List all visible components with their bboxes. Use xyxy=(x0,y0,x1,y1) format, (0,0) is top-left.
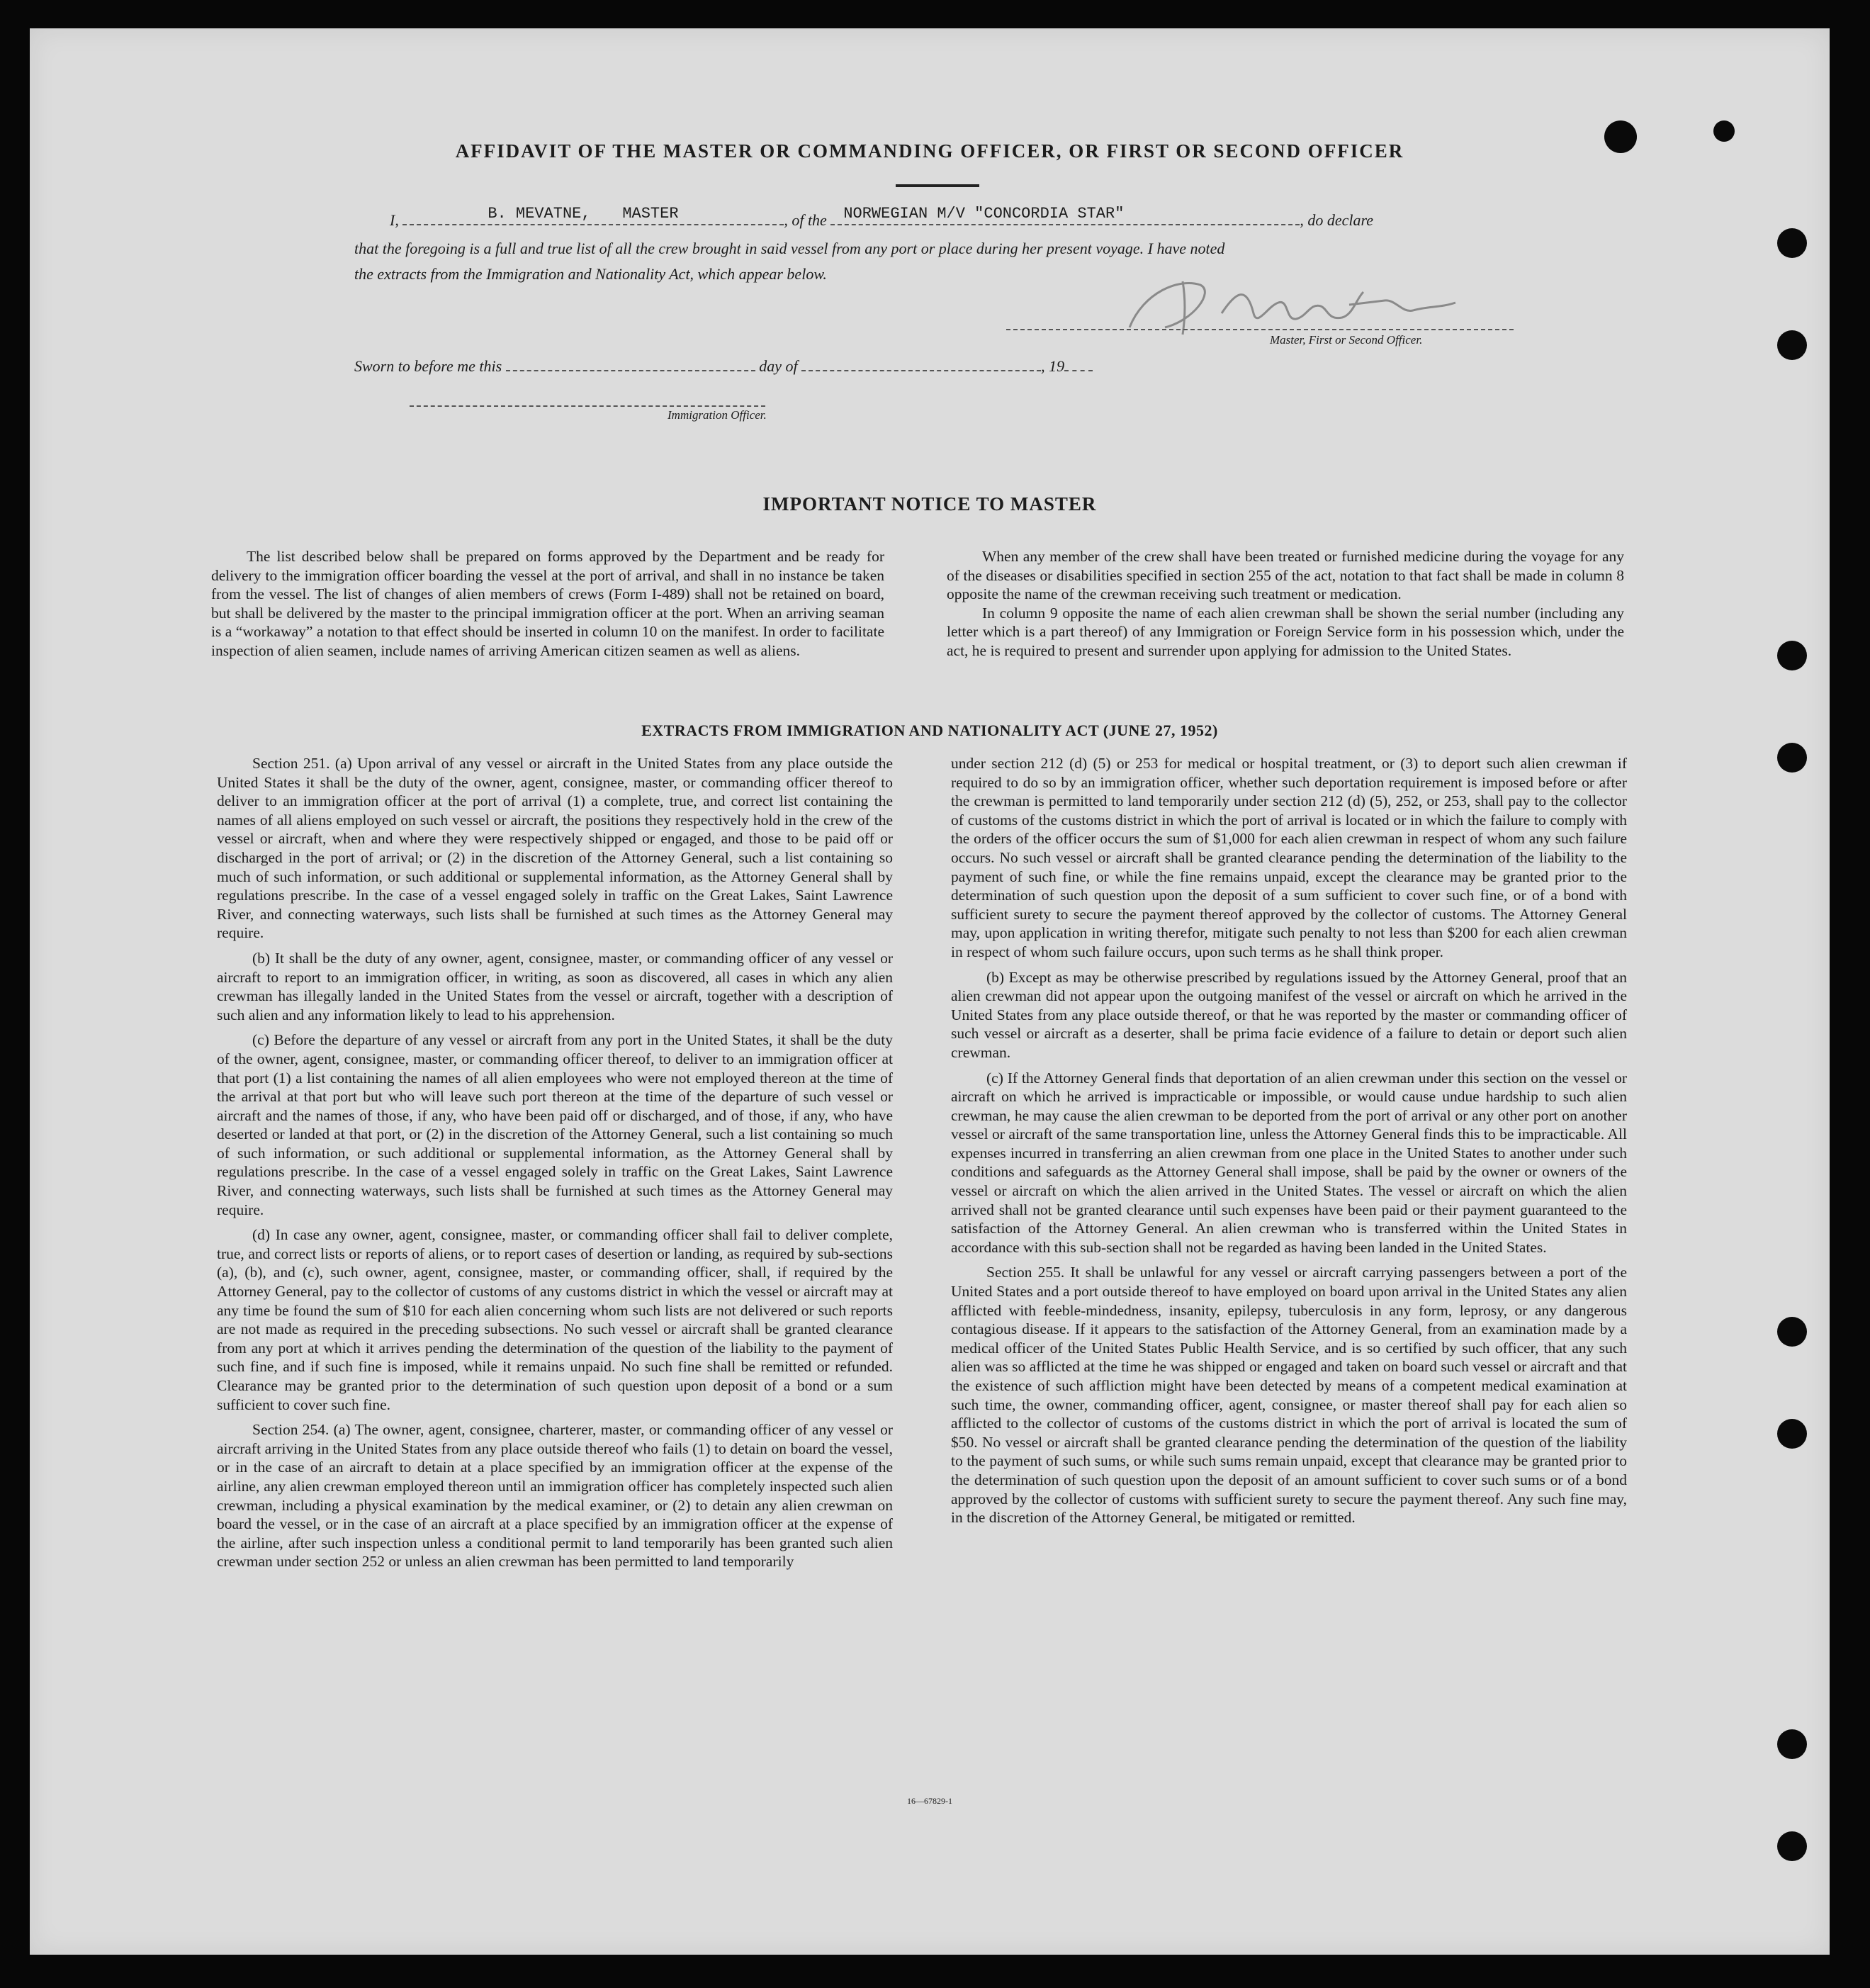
sworn-month-field xyxy=(801,356,1041,371)
extract-paragraph: Section 251. (a) Upon arrival of any vessel or aircraft in the United States from any place outside the United States it shall be the duty of the owner, agent, consignee, master, or commanding officer thereof to deliver to an immigration officer at the port of arrival (1) a complete, true, and correct list containing the names of all aliens employed on such vessel or aircraft, the positions they respectively hold in the crew of the vessel or aircraft, when and where they were respectively shipped or engaged, and those to be paid off or discharged in the port of arrival; or (2) in the discretion of the Attorney General, such a list containing so much of such information, or such additional or supplemental information, as the Attorney General shall by regulations prescribe. In the case of a vessel engaged solely in traffic on the Great Lakes, Saint Lawrence River, and connecting waterways, such lists shall be furnished at such times as the Attorney General may require. xyxy=(217,755,893,942)
declaration-first-line xyxy=(390,205,1373,230)
extracts-left-column xyxy=(217,754,893,1578)
master-rank-value: MASTER xyxy=(622,205,679,223)
extract-paragraph: (b) It shall be the duty of any owner, agent, consignee, master, or commanding officer of any vessel or aircraft to report to an immigration officer, in writing, as soon as discovered, all cases in which any alien crewman has illegally landed in the United States from the vessel or aircraft, together with a description of such alien and any information likely to lead to his apprehension. xyxy=(217,949,893,1023)
extracts-right-column xyxy=(951,754,1627,1534)
punch-hole xyxy=(1777,1419,1807,1449)
signature-line xyxy=(1006,329,1514,330)
signature-caption: Master, First or Second Officer. xyxy=(1270,333,1423,347)
officer-caption: Immigration Officer. xyxy=(668,408,767,422)
officer-signature-line xyxy=(410,405,765,407)
notice-left-column xyxy=(211,547,884,667)
master-name-value: B. MEVATNE, xyxy=(488,205,591,223)
notice-title: IMPORTANT NOTICE TO MASTER xyxy=(762,493,1097,515)
notice-right-paragraph-2: In column 9 opposite the name of each alien crewman shall be shown the serial number (including any letter which is a part thereof) of any Immigration or Foreign Service form in his possession which, under the act, he is required to present and surrender upon applying for admission to the United States. xyxy=(947,604,1624,659)
sworn-day-field xyxy=(506,356,755,371)
title-rule xyxy=(896,184,979,187)
declaration-line-2: that the foregoing is a full and true list of all the crew brought in said vessel from any port or place during her present voyage. I have noted xyxy=(354,240,1225,257)
year-label: , 19 xyxy=(1041,357,1065,375)
affidavit-title: AFFIDAVIT OF THE MASTER OR COMMANDING OFFICER, OR FIRST OR SECOND OFFICER xyxy=(455,140,1404,162)
declaration-line-3: the extracts from the Immigration and Nationality Act, which appear below. xyxy=(354,265,827,283)
vessel-value: NORWEGIAN M/V "CONCORDIA STAR" xyxy=(843,205,1125,223)
punch-hole xyxy=(1713,120,1735,142)
punch-hole xyxy=(1777,330,1807,360)
master-name-field xyxy=(402,205,784,225)
extract-paragraph: (c) If the Attorney General finds that deportation of an alien crewman under this section on the vessel or aircraft on which he arrived is impracticable or impossible, or would cause undue hardship to such alien crewman, he may cause the alien crewman to be deported from the port of arrival or any other port on another vessel or aircraft of the same transportation line, unless the Attorney General finds this to be impracticable. All expenses incurred in transferring an alien crewman from one place in the United States to another under such conditions and safeguards as the Attorney General shall impose, shall be paid by the owner or owners of the vessel or aircraft on which the alien arrived in the United States. The vessel or aircraft on which the alien arrived shall not be granted clearance until such expenses have been paid or their payment guaranteed to the satisfaction of the Attorney General. An alien crewman who is transferred within the United States in accordance with this sub-section shall not be regarded as having been landed in the United States. xyxy=(951,1069,1627,1256)
extracts-title: EXTRACTS FROM IMMIGRATION AND NATIONALITY ACT (JUNE 27, 1952) xyxy=(641,721,1218,739)
document-page xyxy=(30,28,1830,1955)
extract-paragraph: (c) Before the departure of any vessel or aircraft from any port in the United States, it shall be the duty of the owner, agent, consignee, master, or commanding officer thereof, to deliver to an immigration officer at that port (1) a list containing the names of all alien employees who were not employed thereon at the time of the arrival at that port but who will leave such port thereon at the time of the departure of such vessel or aircraft and the names of those, if any, who have been paid off or discharged, and of those, if any, who have deserted or landed at that port, or (2) in the discretion of the Attorney General, such a list containing so much of such information, or such additional or supplemental information, as the Attorney General shall by regulations prescribe. In the case of a vessel engaged solely in traffic on the Great Lakes, Saint Lawrence River, and connecting waterways, such lists shall be furnished at such times as the Attorney General may require. xyxy=(217,1031,893,1218)
of-the-label: , of the xyxy=(784,211,827,229)
punch-hole xyxy=(1777,743,1807,773)
extract-paragraph: Section 254. (a) The owner, agent, consignee, charterer, master, or commanding officer of any vessel or aircraft arriving in the United States from any place outside thereof who fails (1) to detain on board the vessel, or in the case of an aircraft to detain at a place specified by an immigration officer at the expense of the airline, any alien crewman employed thereon until an immigration officer has completely inspected such alien crewman, including a physical examination by the medical examiner, or (2) to detain any alien crewman on board the vessel, or in the case of an aircraft at a place specified by an immigration officer at the expense of the airline, after such inspection unless a conditional permit to land temporarily has been granted such alien crewman under section 252 or unless an alien crewman has been permitted to land temporarily xyxy=(217,1421,893,1571)
punch-hole xyxy=(1777,228,1807,258)
extract-paragraph: Section 255. It shall be unlawful for any vessel or aircraft carrying passengers between a port of the United States and a port outside thereof to have employed on board upon arrival in the United States any alien afflicted with feeble-mindedness, insanity, epilepsy, tuberculosis in any form, leprosy, or any dangerous contagious disease. If it appears to the satisfaction of the Attorney General, from an examination made by a medical officer of the United States Public Health Service, and is so certified by such officer, that any such alien was so afflicted at the time he was shipped or engaged and taken on board such vessel or aircraft and that the existence of such affliction might have been detected by means of a competent medical examination at such time, the owner, commanding officer, agent, consignee, or master thereof shall pay for each alien so afflicted to the collector of customs of the customs district in which the port of arrival is located the sum of $50. No vessel or aircraft shall be granted clearance pending the determination of the question of the liability to the payment of such sums, or while such sums remain unpaid, except that clearance may be granted prior to the determination of such question upon the deposit of an amount sufficient to cover such sums or of a bond approved by the collector of customs with sufficient surety to secure the payment thereof. Any such fine may, in the discretion of the Attorney General, be mitigated or remitted. xyxy=(951,1264,1627,1527)
punch-hole xyxy=(1777,1729,1807,1759)
vessel-field xyxy=(830,205,1300,225)
notice-left-paragraph: The list described below shall be prepared on forms approved by the Department and be ready for delivery to the immigration officer boarding the vessel at the port of arrival, and shall in no instance be taken from the vessel. The list of changes of alien members of crews (Form I-489) shall not be retained on board, but shall be delivered by the master to the principal immigration officer at the port. When an arriving seaman is a “workaway” a notation to that effect should be inserted in column 10 on the manifest. In order to facilitate inspection of alien seamen, include names of arriving American citizen seamen as well as aliens. xyxy=(211,548,884,659)
punch-hole xyxy=(1777,1317,1807,1347)
notice-right-column xyxy=(947,547,1624,667)
form-code: 16—67829-1 xyxy=(907,1796,952,1806)
day-of-label: day of xyxy=(759,357,798,375)
sworn-label: Sworn to before me this xyxy=(354,357,502,375)
extract-paragraph: under section 212 (d) (5) or 253 for medical or hospital treatment, or (3) to deport such alien crewman if required to do so by an immigration officer, whether such deportation requirement is imposed before or after the crewman is permitted to land temporarily under section 212 (d) (5), 252, or 253, shall pay to the collector of customs of the customs district in which the port of arrival is located or in which the failure to comply with the orders of the officer occurs the sum of $1,000 for each alien crewman in respect of whom any such failure occurs. No such vessel or aircraft shall be granted clearance pending the determination of the liability to the payment of such fine, or while the fine remains unpaid, except the clearance may be granted prior to the determination of such question upon the deposit of a sum sufficient to cover such fine, or of a bond with sufficient surety to secure the payment thereof approved by the collector of customs. The Attorney General may, upon application in writing therefor, mitigate such penalty to not less than $200 for each alien crewman in respect of whom such failure occurs, upon such terms as he shall think proper. xyxy=(951,755,1627,960)
punch-hole xyxy=(1777,1831,1807,1861)
do-declare-label: , do declare xyxy=(1300,211,1373,229)
i-prefix: I, xyxy=(390,211,399,229)
sworn-line xyxy=(354,356,1093,376)
extract-paragraph: (d) In case any owner, agent, consignee, master, or commanding officer shall fail to deliver complete, true, and correct lists or reports of aliens, or to report cases of desertion or landing, as required by sub-sections (a), (b), and (c), such owner, agent, consignee, master, or commanding officer, shall, if required by the Attorney General, pay to the collector of customs of any customs district in which the vessel or aircraft may at any time be found the sum of $10 for each alien concerning whom such lists are not delivered or such reports are not made as required in the preceding subsections. No such vessel or aircraft shall be granted clearance from any port at which it arrives pending the determination of the question of the liability to the payment of such fine, and if such fine is imposed, while it remains unpaid. No such fine shall be remitted or refunded. Clearance may be granted prior to the determination of such question upon deposit of a bond or a sum sufficient to cover such fine. xyxy=(217,1226,893,1413)
sworn-year-field xyxy=(1064,356,1093,371)
punch-hole xyxy=(1777,641,1807,670)
notice-right-paragraph-1: When any member of the crew shall have been treated or furnished medicine during the voyage for any of the diseases or disabilities specified in section 255 of the act, notation to that fact shall be made in column 8 opposite the name of the crewman receiving such treatment or medication. xyxy=(947,548,1624,603)
extract-paragraph: (b) Except as may be otherwise prescribed by regulations issued by the Attorney General, proof that an alien crewman did not appear upon the outgoing manifest of the vessel or aircraft on which he arrived in the United States from any place outside thereof, or that he was reported by the master or commanding officer of such vessel or aircraft as a deserter, shall be prima facie evidence of a failure to detain or deport such alien crewman. xyxy=(951,968,1627,1061)
